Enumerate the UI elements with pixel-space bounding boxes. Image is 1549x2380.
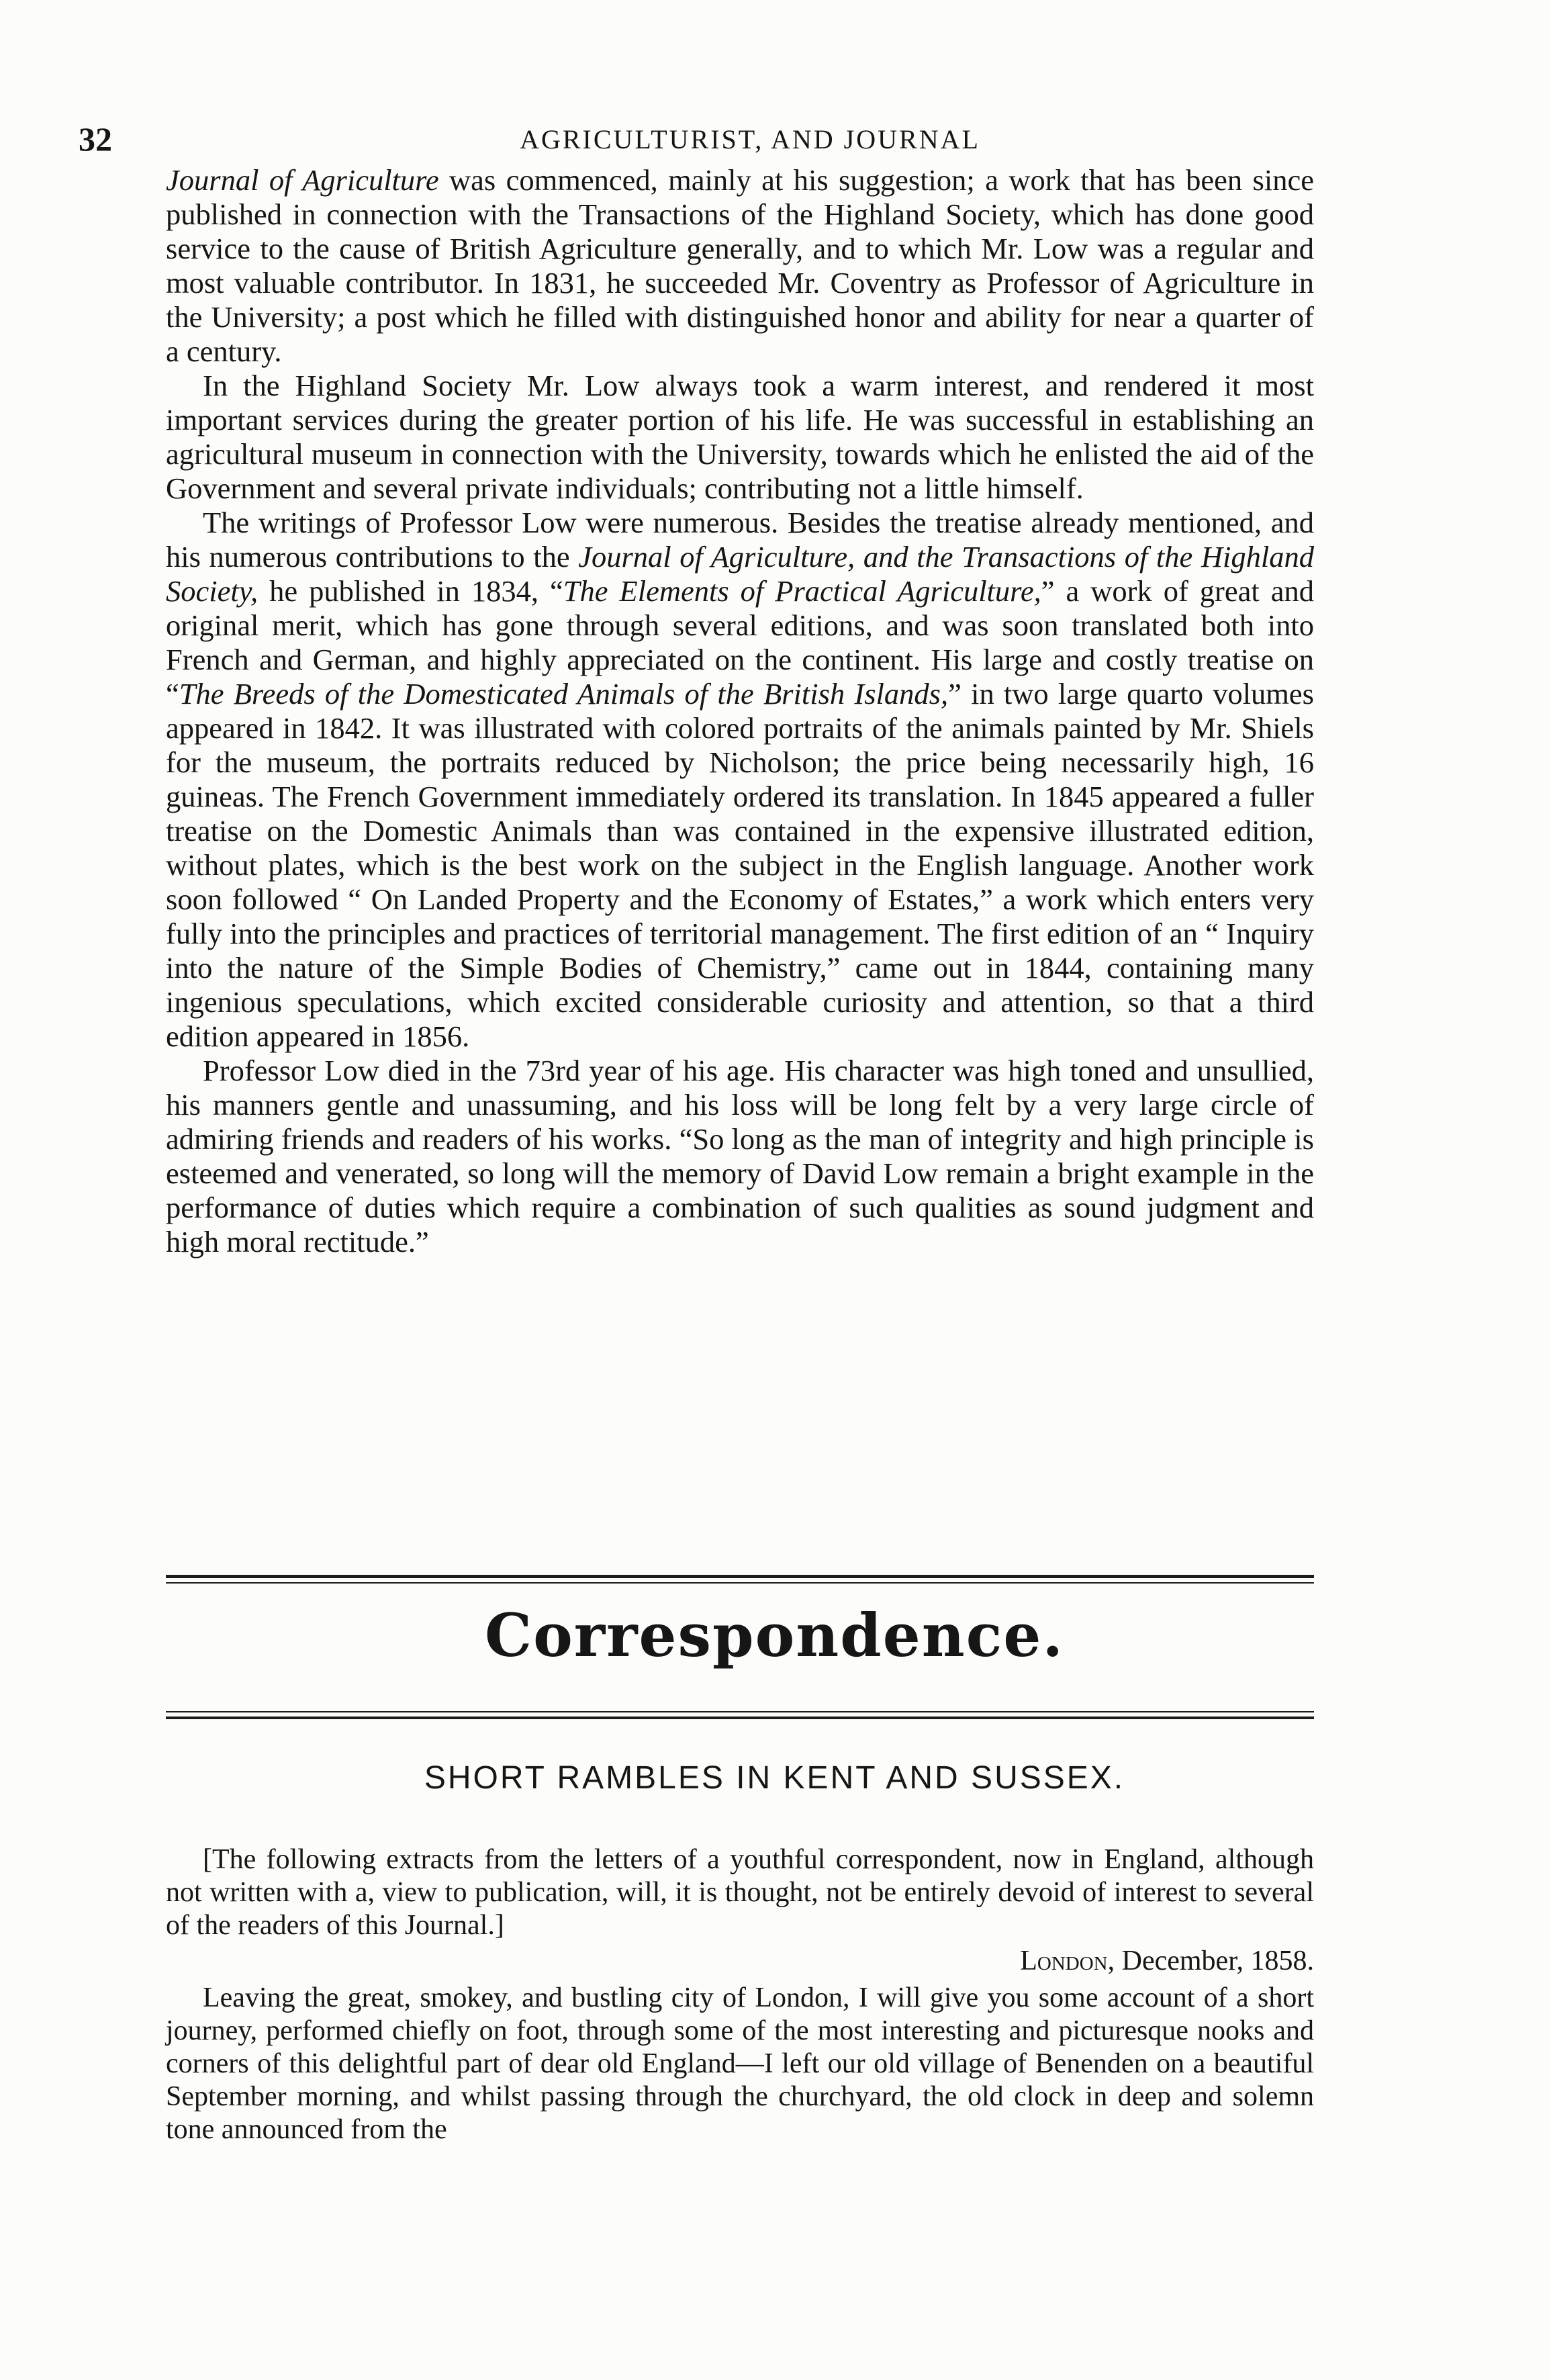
obituary-paragraph-3-part-a: The writings of Professor Low were numerous. Besides the treatise already mentioned, and his numerous contributions to the [166,506,1314,574]
obituary-paragraph-3 [166,506,1314,1054]
section-rule-thin [166,1582,1314,1584]
section-rule-thick [166,1575,1314,1578]
page-number: 32 [79,120,112,158]
obituary-paragraph-3-italic-f: The Breeds of the Domesticated Animals of the British Islands, [179,677,949,711]
obituary-paragraph-1 [166,163,1314,369]
heading-rule-thin [166,1711,1314,1712]
obituary-paragraph-2: In the Highland Society Mr. Low always took a warm interest, and rendered it most important services during the greater portion of his life. He was successful in establishing an agricultural museum in connection with the University, towards which he enlisted the aid of the Government and several private individuals; contributing not a little himself. [166,369,1314,505]
section-heading: Correspondence. [485,1600,1064,1670]
dateline [166,1943,1314,1979]
obituary-paragraph-3-part-e: ” a work of great and original merit, which has gone through several editions, and was soon translated both into French and German, and highly appreciated on the continent. His large and costly treatise on “ [166,574,1314,711]
obituary-paragraph-3-italic-b: Journal of Agriculture, and the Transactions of the Highland Society, [166,540,1314,608]
obituary-paragraph-3-part-g: ” in two large quarto volumes appeared in 1842. It was illustrated with colored portraits of the animals painted by Mr. Shiels for the museum, the portraits reduced by Nicholson; the price being necessarily high, 16 guineas. The French Government immediately ordered its translation. In 1845 appeared a fuller treatise on the Domestic Animals than was contained in the expensive illustrated edition, without plates, which is the best work on the subject in the English language. Another work soon followed “ On Landed Property and the Economy of Estates,” a work which enters very fully into the principles and practices of territorial management. The first edition of an “ Inquiry into the nature of the Simple Bodies of Chemistry,” came out in 1844, containing many ingenious speculations, which excited considerable curiosity and attention, so that a third edition appeared in 1856. [166,677,1314,1053]
obituary-paragraph-1-text: was commenced, mainly at his suggestion; a work that has been since published in connection with the Transactions of the Highland Society, which has done good service to the cause of British Agriculture generally, and to which Mr. Low was a regular and most valuable contributor. In 1831, he succeeded Mr. Coventry as Professor of Agriculture in the University; a post which he filled with distinguished honor and ability for near a quarter of a century. [166,163,1314,368]
obituary-paragraph-3-italic-d: The Elements of Practical Agriculture, [563,574,1041,608]
heading-rule-thick [166,1717,1314,1719]
obituary-paragraph-4: Professor Low died in the 73rd year of his age. His character was high toned and unsullied, his manners gentle and unassuming, and his loss will be long felt by a very large circle of admiring friends and readers of his works. “So long as the man of integrity and high principle is esteemed and venerated, so long will the memory of David Low remain a bright example in the performance of duties which require a combination of such qualities as sound judgment and high moral rectitude.” [166,1054,1314,1258]
correspondence-text [166,1843,1314,2146]
article-title: SHORT RAMBLES IN KENT AND SUSSEX. [424,1760,1125,1796]
journal-title-italic: Journal of Agriculture [166,163,439,197]
dateline-date: December, 1858. [1115,1946,1314,1976]
page-header [79,120,1421,160]
editorial-intro: [The following extracts from the letters of a youthful correspondent, now in England, although not written with a, view to publication, will, it is thought, not be entirely devoid of interest to several of the readers of this Journal.] [166,1844,1314,1941]
letter-body: Leaving the great, smokey, and bustling city of London, I will give you some account of a short journey, performed chiefly on foot, through some of the most interesting and picturesque nooks and corners of this delightful part of dear old England—I left our old village of Benenden on a beautiful September morning, and whilst passing through the churchyard, the old clock in deep and solemn tone announced from the [166,1982,1314,2145]
obituary-text [166,163,1314,1259]
obituary-paragraph-3-part-c: he published in 1834, “ [258,574,563,608]
dateline-place: London, [1020,1946,1115,1976]
running-head: AGRICULTURIST, AND JOURNAL [520,124,980,154]
